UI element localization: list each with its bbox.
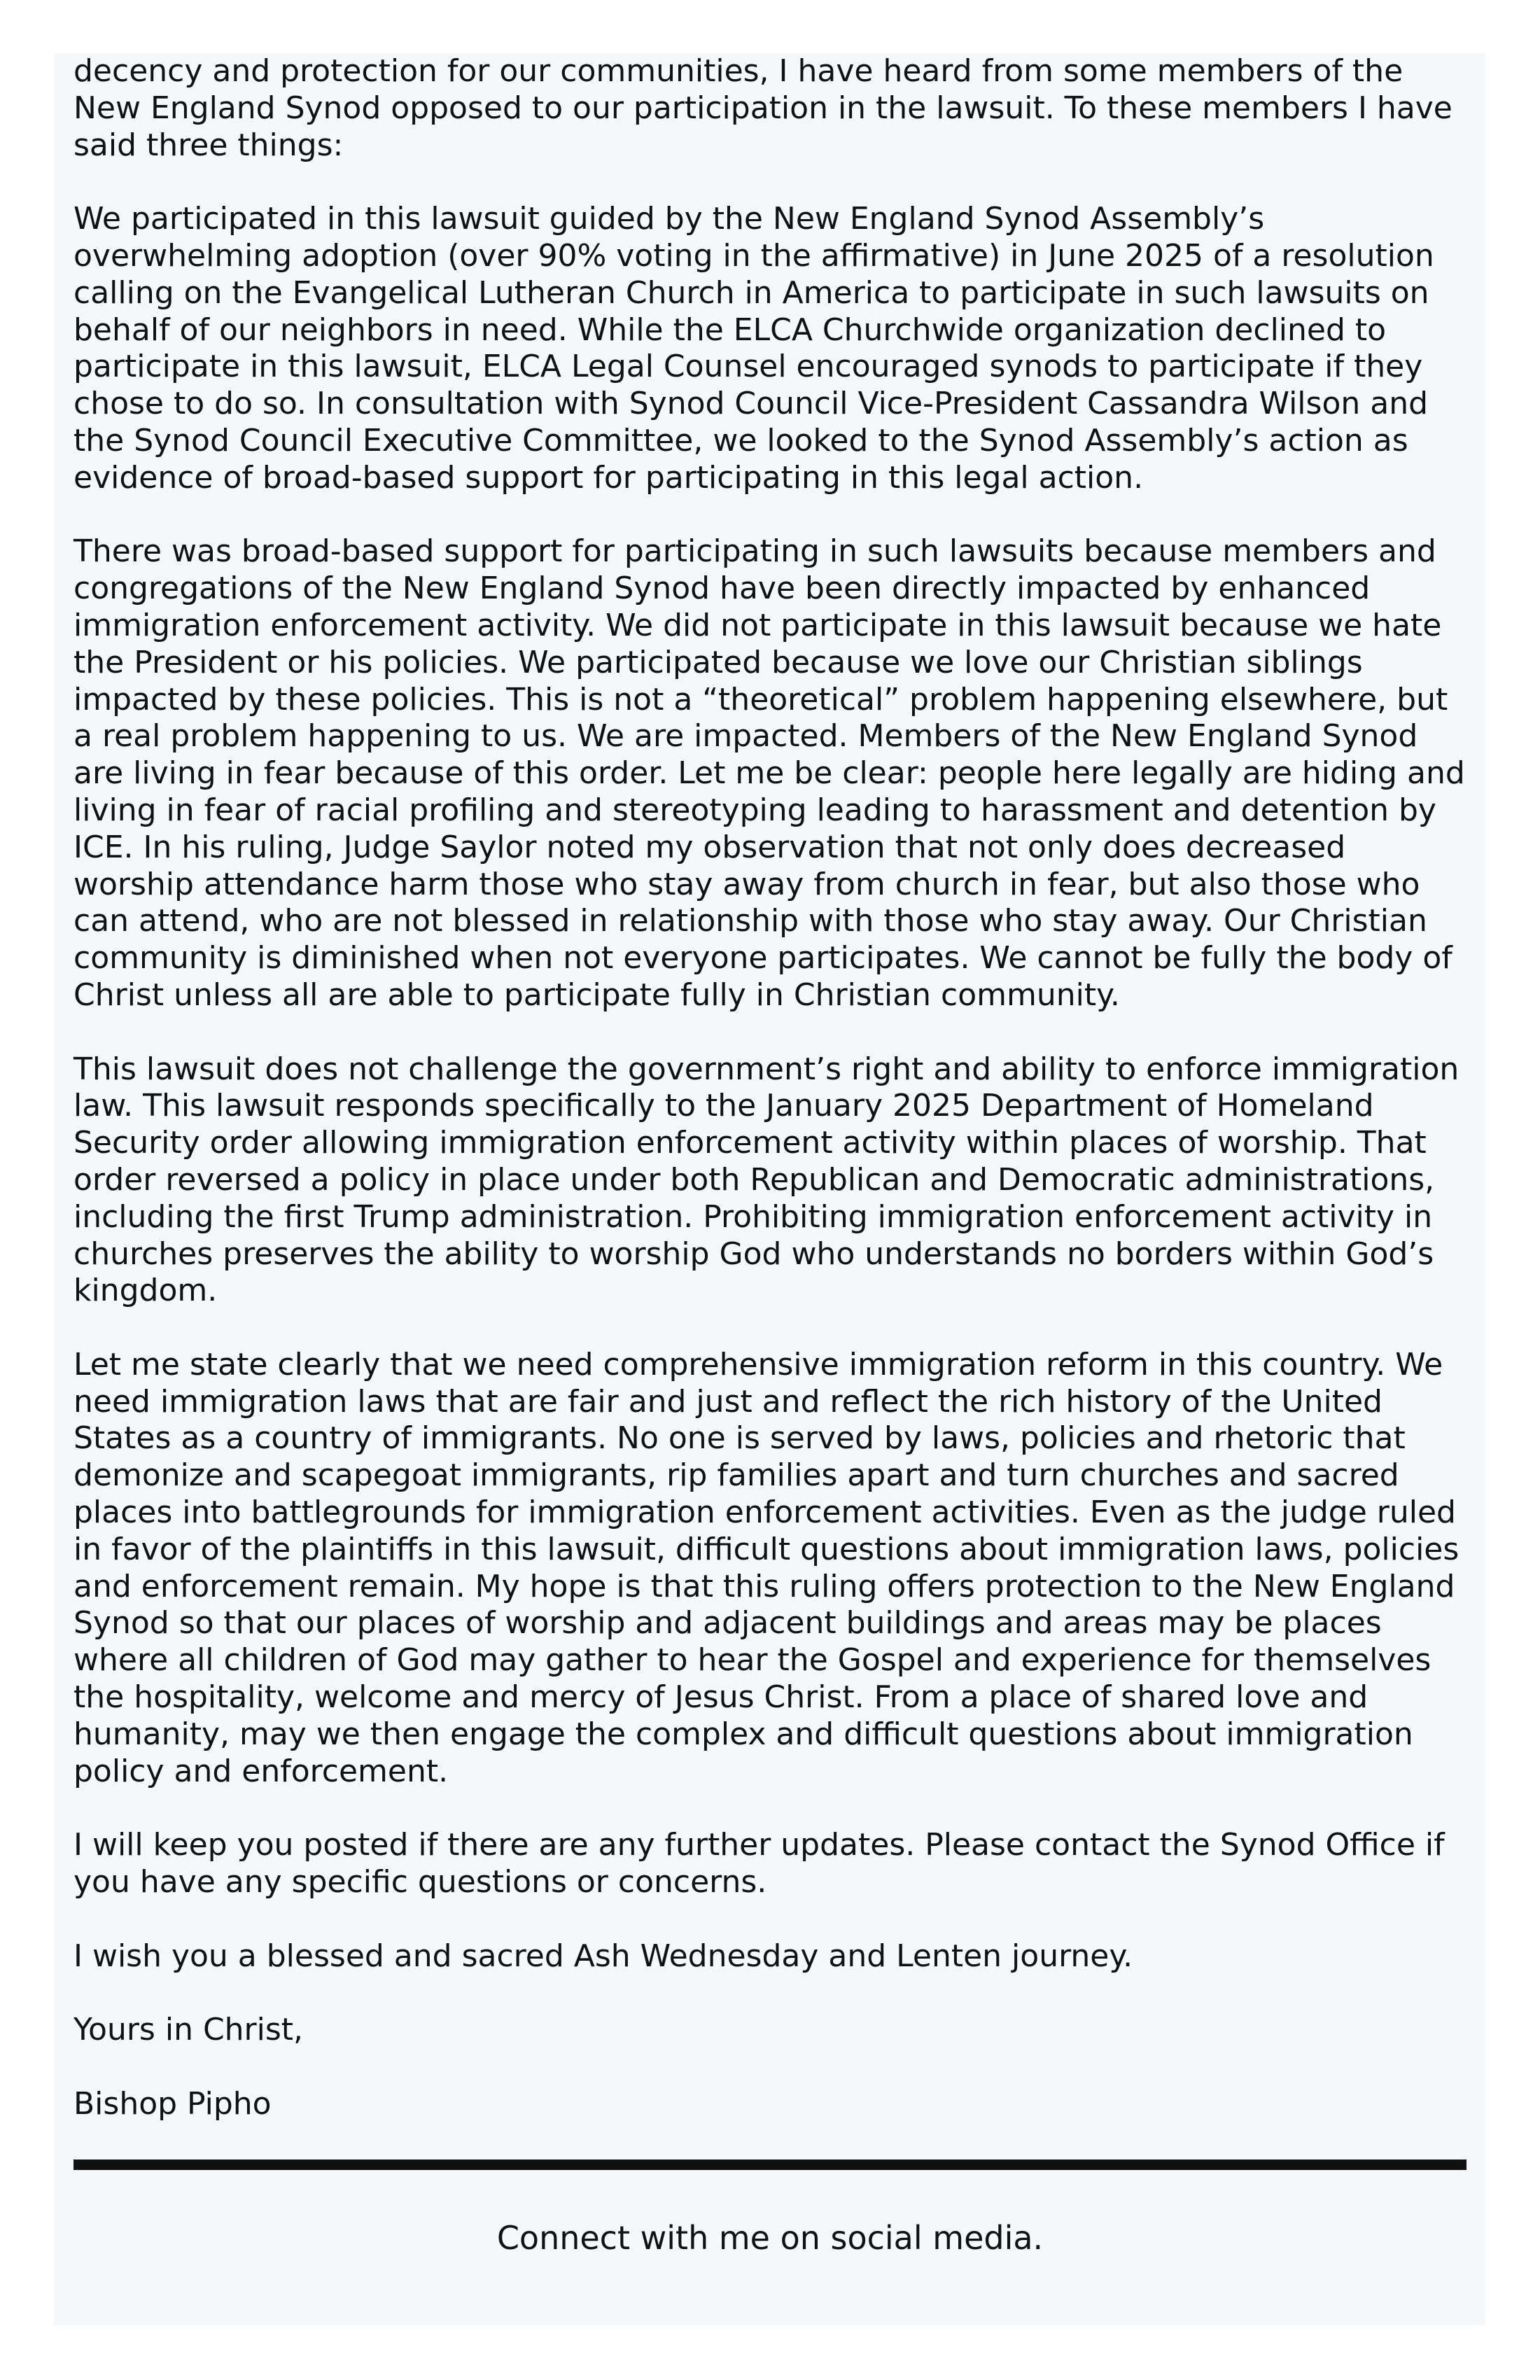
paragraph-assembly-resolution: We participated in this lawsuit guided by the New England Synod Assembly’s overwhelming adoption (over 90% voting in the affirmative) in June 2025 of a resolution calling on the Evangelical Lutheran Church in America to participate in such lawsuits on behalf of our neighbors in need. While the ELCA Churchwide organization declined to participate in this lawsuit, ELCA Legal Counsel encouraged synods to participate if they chose to do so. In consultation with Synod Council Vice-President Cassandra Wilson and the Synod Council Executive Committee, we looked to the Synod Assembly’s action as evidence of broad-based support for participating in this legal action.: [74, 201, 1434, 496]
email-content-panel: [54, 53, 1485, 2325]
signature: Bishop Pipho: [74, 2085, 272, 2122]
paragraph-blessing: I wish you a blessed and sacred Ash Wednesday and Lenten journey.: [74, 1938, 1133, 1974]
paragraph-broad-support: There was broad-based support for participating in such lawsuits because members and congregations of the New England Synod have been directly impacted by enhanced immigration enforcement activity. We did not participate in this lawsuit because we hate the President or his policies. We participated because we love our Christian siblings impacted by these policies. This is not a “theoretical” problem happening elsewhere, but a real problem happening to us. We are impacted. Members of the New England Synod are living in fear because of this order. Let me be clear: people here legally are hiding and living in fear of racial profiling and stereotyping leading to harassment and detention by ICE. In his ruling, Judge Saylor noted my observation that not only does decreased worship attendance harm those who stay away from church in fear, but also those who can attend, who are not blessed in relationship with those who stay away. Our Christian community is diminished when not everyone participates. We cannot be fully the body of Christ unless all are able to participate fully in Christian community.: [74, 533, 1465, 1013]
letter-body: [74, 53, 1466, 2123]
paragraph-lawsuit-scope: This lawsuit does not challenge the government’s right and ability to enforce immigration law. This lawsuit responds specifically to the January 2025 Department of Homeland Security order allowing immigration enforcement activity within places of worship. That order reversed a policy in place under both Republican and Democratic administrations, including the first Trump administration. Prohibiting immigration enforcement activity in churches preserves the ability to worship God who understands no borders within God’s kingdom.: [74, 1051, 1460, 1309]
section-divider: [74, 2160, 1466, 2170]
social-media-prompt: Connect with me on social media.: [496, 2219, 1044, 2258]
closing: Yours in Christ,: [74, 2012, 304, 2048]
paragraph-immigration-reform: Let me state clearly that we need comprehensive immigration reform in this country. We need immigration laws that are fair and just and reflect the rich history of the United States as a country of immigrants. No one is served by laws, policies and rhetoric that demonize and scapegoat immigrants, rip families apart and turn churches and sacred places into battlegrounds for immigration enforcement activities. Even as the judge ruled in favor of the plaintiffs in this lawsuit, difficult questions about immigration laws, policies and enforcement remain. My hope is that this ruling offers protection to the New England Synod so that our places of worship and adjacent buildings and areas may be places where all children of God may gather to hear the Gospel and experience for themselves the hospitality, welcome and mercy of Jesus Christ. From a place of shared love and humanity, may we then engage the complex and difficult questions about immigration policy and enforcement.: [74, 1346, 1460, 1789]
paragraph-updates: I will keep you posted if there are any further updates. Please contact the Synod Office if you have any specific questions or concerns.: [74, 1827, 1445, 1900]
paragraph-continuation: decency and protection for our communities, I have heard from some members of the New England Synod opposed to our participation in the lawsuit. To these members I have said three things:: [74, 53, 1452, 163]
